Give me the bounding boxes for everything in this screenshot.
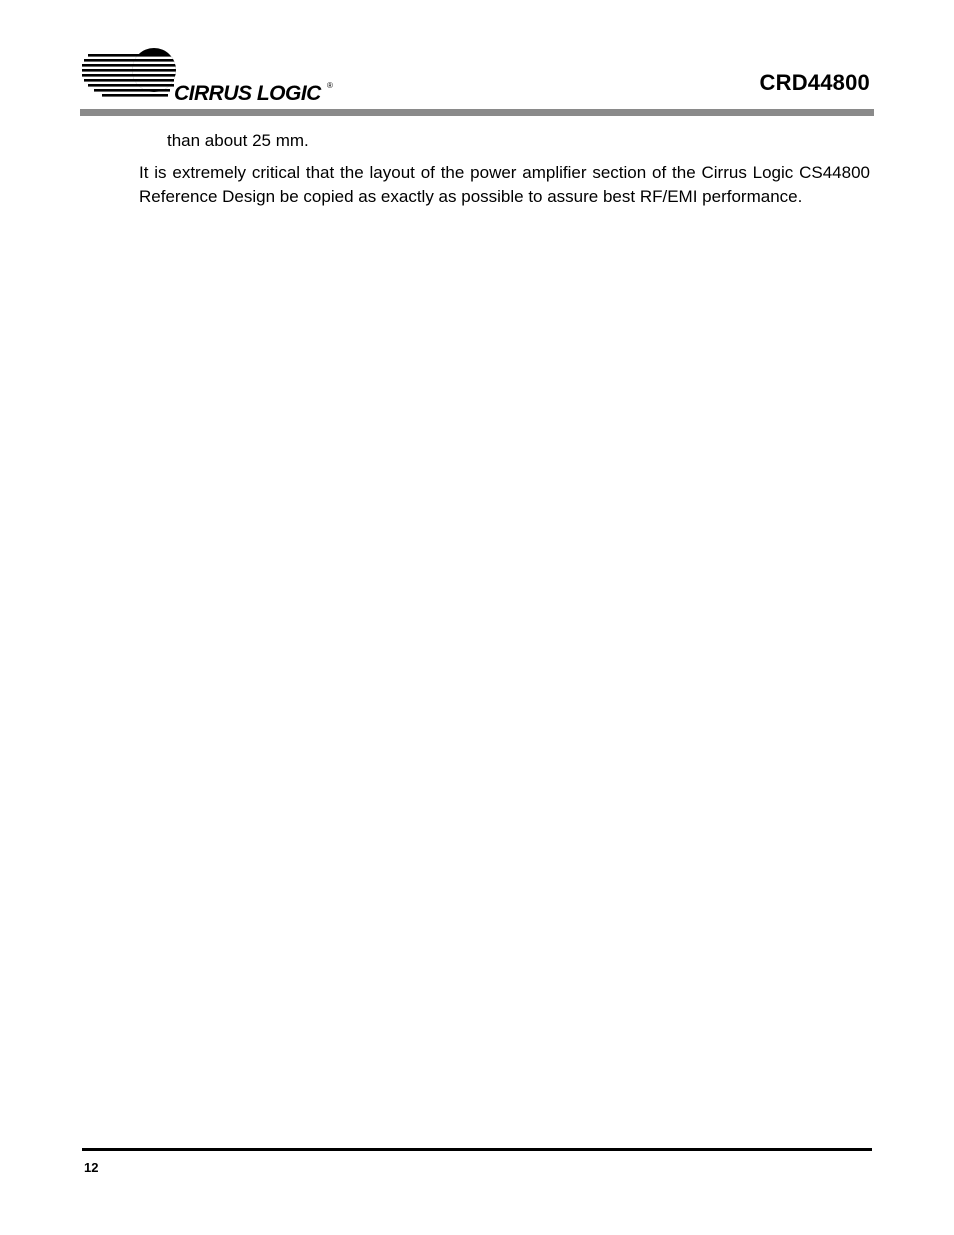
body-paragraph: It is extremely critical that the layout of the power amplifier section of the Cirrus Logic CS44800 Reference Design be copied as exactly as possible to assure best RF/EMI performance. <box>139 163 870 206</box>
cirrus-logic-logo <box>82 44 342 104</box>
logo-graphic <box>82 44 342 104</box>
document-id: CRD44800 <box>759 70 870 95</box>
continued-line: than about 25 mm. <box>167 131 309 150</box>
footer-divider <box>82 1148 872 1151</box>
page-number: 12 <box>84 1160 99 1175</box>
header-divider <box>80 109 874 116</box>
registered-mark: ® <box>327 81 333 90</box>
logo-wordmark: CIRRUS LOGIC <box>174 82 321 104</box>
